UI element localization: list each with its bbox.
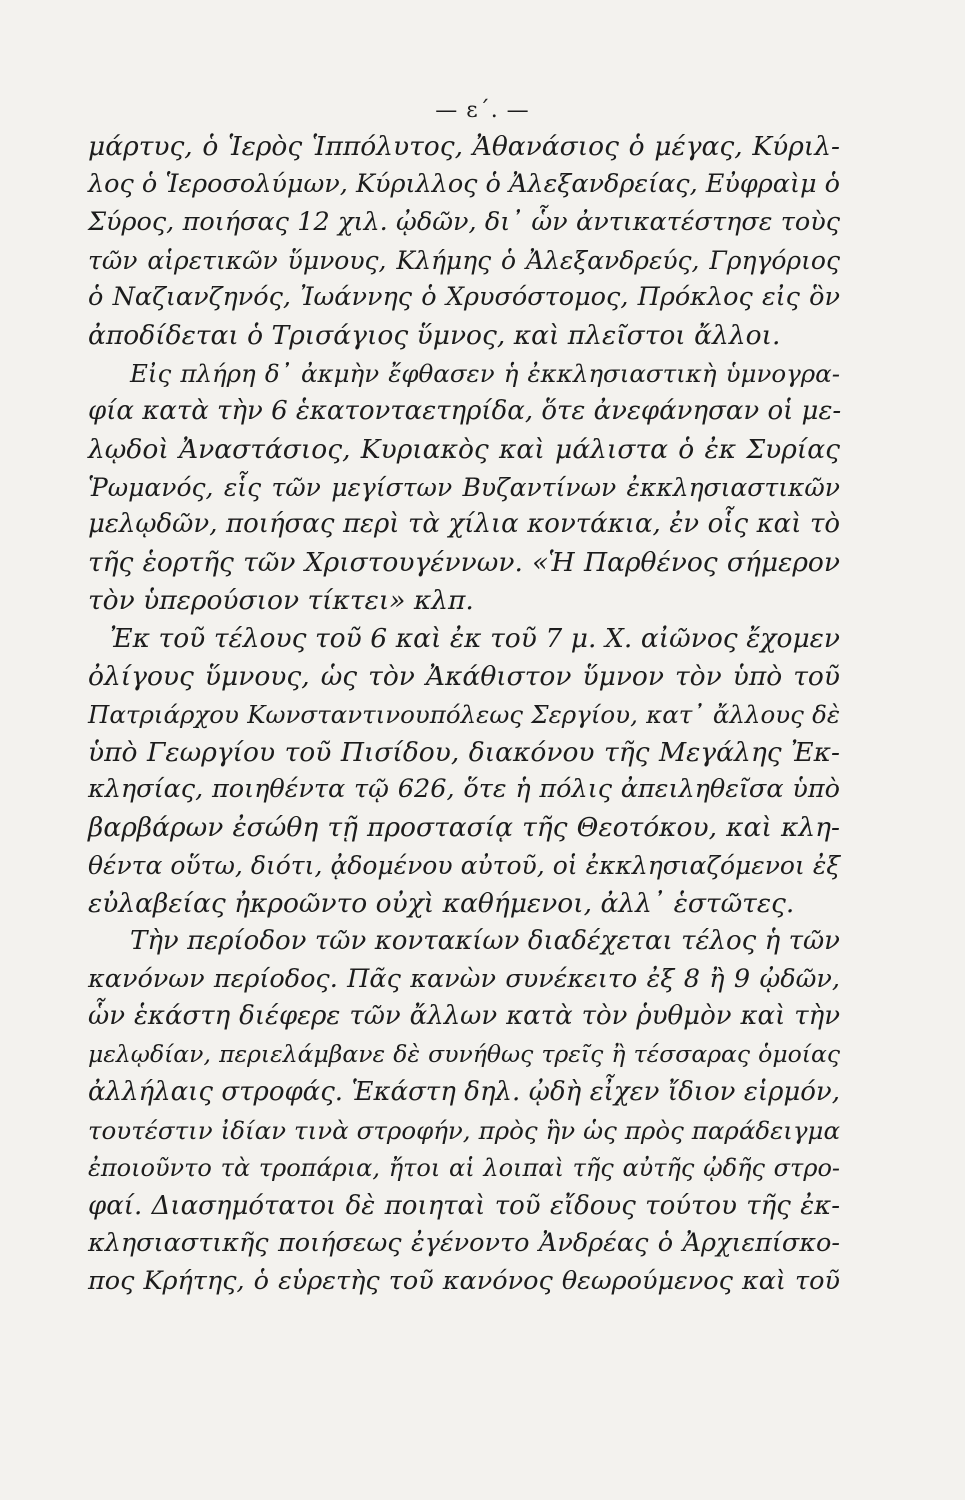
text-line: μελῳδίαν, περιελάμβανε δὲ συνήθως τρεῖς ἢ τέσσαρας ὁμοίας	[88, 1040, 840, 1069]
text-line: ὁ Ναζιανζηνός, Ἰωάννης ὁ Χρυσόστομος, Πρόκλος εἰς ὃν	[88, 282, 840, 313]
text-line: ἀλλήλαις στροφάς. Ἑκάστη δηλ. ᾠδὴ εἶχεν ἴδιον εἱρμόν,	[88, 1077, 840, 1108]
text-line: κλησίας, ποιηθέντα τῷ 626, ὅτε ἡ πόλις ἀπειληθεῖσα ὑπὸ	[88, 774, 840, 805]
text-line: ὧν ἑκάστη διέφερε τῶν ἄλλων κατὰ τὸν ῥυθμὸν καὶ τὴν	[88, 1001, 840, 1032]
text-line: λῳδοὶ Ἀναστάσιος, Κυριακὸς καὶ μάλιστα ὁ ἐκ Συρίας	[88, 433, 840, 465]
text-line: θέντα οὕτω, διότι, ᾀδομένου αὐτοῦ, οἱ ἐκκλησιαζόμενοι ἐξ	[88, 851, 840, 881]
text-line: κλησιαστικῆς ποιήσεως ἐγένοντο Ἀνδρέας ὁ Ἀρχιεπίσκο-	[88, 1228, 840, 1259]
text-line: φαί. Διασημότατοι δὲ ποιηταὶ τοῦ εἴδους τούτου τῆς ἐκ-	[88, 1190, 840, 1221]
text-line: λος ὁ Ἱεροσολύμων, Κύριλλος ὁ Ἀλεξανδρείας, Εὐφραὶμ ὁ	[88, 168, 840, 199]
text-line: Σύρος, ποιήσας 12 χιλ. ᾠδῶν, δι᾽ ὧν ἀντικατέστησε τοὺς	[88, 206, 840, 237]
text-line: μάρτυς, ὁ Ἱερὸς Ἱππόλυτος, Ἀθανάσιος ὁ μέγας, Κύριλ-	[88, 131, 840, 162]
text-line: φία κατὰ τὴν 6 ἑκατονταετηρίδα, ὅτε ἀνεφάνησαν οἱ με-	[88, 395, 842, 426]
text-line: τῆς ἑορτῆς τῶν Χριστουγέννων. «Ἡ Παρθένος σήμερον	[88, 547, 840, 579]
text-line: ἀποδίδεται ὁ Τρισάγιος ὕμνος, καὶ πλεῖστοι ἄλλοι.	[88, 320, 781, 352]
text-line: μελῳδῶν, ποιήσας περὶ τὰ χίλια κοντάκια, ἐν οἷς καὶ τὸ	[88, 509, 840, 540]
text-line: εὐλαβείας ἠκροῶντο οὐχὶ καθήμενοι, ἀλλ᾽ ἑστῶτες.	[88, 887, 795, 919]
text-line: Τὴν περίοδον τῶν κοντακίων διαδέχεται τέλος ἡ τῶν	[130, 925, 840, 956]
text-line: τῶν αἱρετικῶν ὕμνους, Κλήμης ὁ Ἀλεξανδρεύς, Γρηγόριος	[88, 245, 840, 275]
text-line: ἐποιοῦντο τὰ τροπάρια, ἤτοι αἱ λοιπαὶ τῆς αὐτῆς ᾠδῆς στρο-	[88, 1153, 840, 1182]
text-line: Εἰς πλήρη δ᾽ ἀκμὴν ἔφθασεν ἡ ἐκκλησιαστικὴ ὑμνογρα-	[130, 359, 840, 389]
text-line: πος Κρήτης, ὁ εὑρετὴς τοῦ κανόνος θεωρούμενος καὶ τοῦ	[88, 1266, 840, 1297]
body-text	[88, 128, 840, 1301]
text-line: τουτέστιν ἰδίαν τινὰ στροφήν, πρὸς ἣν ὡς πρὸς παράδειγμα	[88, 1115, 840, 1145]
text-line: Ῥωμανός, εἷς τῶν μεγίστων Βυζαντίνων ἐκκλησιαστικῶν	[88, 472, 840, 502]
text-line: Πατριάρχου Κωνσταντινουπόλεως Σεργίου, κατ᾽ ἄλλους δὲ	[88, 699, 840, 729]
text-line: βαρβάρων ἐσώθη τῇ προστασίᾳ τῆς Θεοτόκου, καὶ κλη-	[88, 812, 840, 844]
text-line: κανόνων περίοδος. Πᾶς κανὼν συνέκειτο ἐξ 8 ἢ 9 ᾠδῶν,	[88, 963, 840, 994]
text-line: Ἐκ τοῦ τέλους τοῦ 6 καὶ ἐκ τοῦ 7 μ. Χ. αἰῶνος ἔχομεν	[110, 622, 840, 654]
text-line: τὸν ὑπερούσιον τίκτει» κλπ.	[88, 585, 474, 617]
text-line: ὀλίγους ὕμνους, ὡς τὸν Ἀκάθιστον ὕμνον τὸν ὑπὸ τοῦ	[88, 660, 840, 692]
page-number-header: — ε΄. —	[435, 98, 530, 123]
text-line: ὑπὸ Γεωργίου τοῦ Πισίδου, διακόνου τῆς Μεγάλης Ἐκ-	[88, 736, 840, 768]
